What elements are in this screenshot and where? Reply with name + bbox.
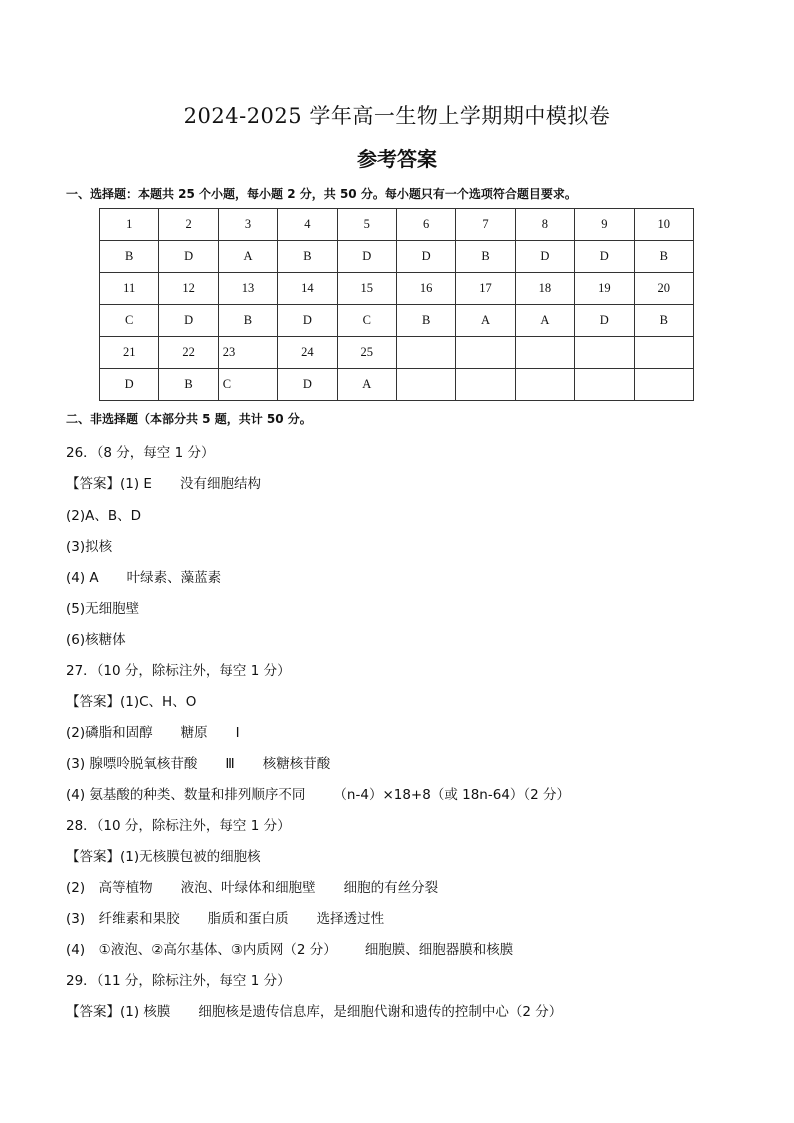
q28-answer-4 (66, 938, 513, 958)
answer-tag: 【答案】 (66, 849, 120, 865)
q27-4-a: (4) 氨基酸的种类、数量和排列顺序不同 (66, 787, 306, 803)
answer-tag: 【答案】 (66, 476, 120, 492)
q29-answer-1 (66, 1000, 562, 1020)
answer-cell: C (337, 305, 396, 337)
answer-cell: D (575, 241, 634, 273)
question-number-cell: 25 (337, 337, 396, 369)
question-number-cell: 9 (575, 209, 634, 241)
answer-cell: B (456, 241, 515, 273)
answer-cell: D (100, 369, 159, 401)
answer-cell: D (278, 369, 337, 401)
question-number-cell (396, 337, 455, 369)
q29-1-b: 细胞核是遗传信息库，是细胞代谢和遗传的控制中心（2 分） (198, 1004, 563, 1020)
answer-cell: D (278, 305, 337, 337)
q27-answer-2 (66, 721, 240, 741)
q26-answer-6: (6)核糖体 (66, 632, 126, 648)
q26-answer-4 (66, 566, 221, 586)
q27-answer-1 (66, 690, 196, 710)
question-number-cell (634, 337, 693, 369)
question-number-cell: 24 (278, 337, 337, 369)
q26-4-b: 叶绿素、藻蓝素 (126, 570, 222, 586)
q28-answer-3 (66, 907, 384, 927)
answer-cell (634, 369, 693, 401)
answer-cell: A (456, 305, 515, 337)
question-number-cell: 3 (218, 209, 277, 241)
answer-cell: D (396, 241, 455, 273)
section-choice-heading: 一、选择题：本题共 25 个小题，每小题 2 分，共 50 分。每小题只有一个选项符合题目要求。 (66, 187, 577, 201)
table-row (100, 273, 694, 305)
question-number-cell: 22 (159, 337, 218, 369)
question-number-cell: 19 (575, 273, 634, 305)
table-row (100, 209, 694, 241)
q26-answer-5: (5)无细胞壁 (66, 601, 140, 617)
question-number-cell: 23 (218, 337, 277, 369)
question-number-cell: 21 (100, 337, 159, 369)
question-number-cell: 6 (396, 209, 455, 241)
q26-1-b: 没有细胞结构 (179, 476, 261, 492)
question-number-cell: 2 (159, 209, 218, 241)
q28-1: (1)无核膜包被的细胞核 (120, 849, 261, 865)
answer-cell: B (634, 241, 693, 273)
question-number-cell: 16 (396, 273, 455, 305)
q27-answer-4 (66, 783, 570, 803)
question-number-cell (456, 337, 515, 369)
answer-cell: A (337, 369, 396, 401)
q27-header: 27．（10 分，除标注外，每空 1 分） (66, 663, 291, 679)
question-number-cell: 11 (100, 273, 159, 305)
question-number-cell: 15 (337, 273, 396, 305)
section-nonchoice-heading: 二、非选择题（本部分共 5 题，共计 50 分。 (66, 412, 312, 426)
q28-4-a: (4) ①液泡、②高尔基体、③内质网（2 分） (66, 942, 337, 958)
answer-cell: D (159, 241, 218, 273)
q28-2-a: (2) 高等植物 (66, 880, 153, 896)
answer-cell: B (159, 369, 218, 401)
q29-header: 29．（11 分，除标注外，每空 1 分） (66, 973, 291, 989)
question-number-cell: 4 (278, 209, 337, 241)
question-number-cell: 20 (634, 273, 693, 305)
answer-cell (515, 369, 574, 401)
q28-2-c: 细胞的有丝分裂 (343, 880, 439, 896)
question-number-cell (575, 337, 634, 369)
question-number-cell: 13 (218, 273, 277, 305)
page-title: 2024-2025 学年高一生物上学期期中模拟卷 (183, 104, 611, 128)
q26-answer-2: (2)A、B、D (66, 508, 142, 524)
answer-cell (456, 369, 515, 401)
q28-answer-2 (66, 876, 438, 896)
q27-2-b: 糖原 (180, 725, 208, 741)
q27-3-c: 核糖核苷酸 (262, 756, 331, 772)
answer-cell: B (218, 305, 277, 337)
question-number-cell: 8 (515, 209, 574, 241)
question-number-cell: 7 (456, 209, 515, 241)
answer-cell: A (218, 241, 277, 273)
q27-2-a: (2)磷脂和固醇 (66, 725, 153, 741)
q28-3-c: 选择透过性 (316, 911, 385, 927)
q28-4-b: 细胞膜、细胞器膜和核膜 (364, 942, 514, 958)
page-subtitle: 参考答案 (357, 147, 437, 171)
q26-header: 26．（8 分，每空 1 分） (66, 445, 215, 461)
q27-3-a: (3) 腺嘌呤脱氧核苷酸 (66, 756, 198, 772)
question-number-cell: 12 (159, 273, 218, 305)
question-number-cell: 1 (100, 209, 159, 241)
q27-1: (1)C、H、O (120, 694, 197, 710)
question-number-cell: 18 (515, 273, 574, 305)
answer-cell: D (159, 305, 218, 337)
q28-3-a: (3) 纤维素和果胶 (66, 911, 180, 927)
answer-cell: B (278, 241, 337, 273)
question-number-cell: 14 (278, 273, 337, 305)
answer-cell: B (100, 241, 159, 273)
answer-tag: 【答案】 (66, 694, 120, 710)
q27-answer-3 (66, 752, 330, 772)
answer-cell: C (100, 305, 159, 337)
q28-answer-1 (66, 845, 261, 865)
q26-answer-1 (66, 472, 261, 492)
table-row (100, 369, 694, 401)
question-number-cell: 5 (337, 209, 396, 241)
question-number-cell: 17 (456, 273, 515, 305)
answer-tag: 【答案】 (66, 1004, 120, 1020)
answer-cell: D (337, 241, 396, 273)
answer-cell: B (396, 305, 455, 337)
answer-cell: D (515, 241, 574, 273)
question-number-cell (515, 337, 574, 369)
table-row (100, 241, 694, 273)
q28-3-b: 脂质和蛋白质 (207, 911, 289, 927)
answer-cell: A (515, 305, 574, 337)
table-row (100, 337, 694, 369)
q27-2-c: I (235, 725, 240, 741)
q26-4-a: (4) A (66, 570, 99, 586)
q28-2-b: 液泡、叶绿体和细胞壁 (180, 880, 316, 896)
q27-3-b: Ⅲ (225, 756, 235, 772)
q26-answer-3: (3)拟核 (66, 539, 113, 555)
answer-cell: D (575, 305, 634, 337)
answer-table (99, 208, 694, 401)
answer-cell (575, 369, 634, 401)
q28-header: 28．（10 分，除标注外，每空 1 分） (66, 818, 291, 834)
q29-1-a: (1) 核膜 (120, 1004, 171, 1020)
question-number-cell: 10 (634, 209, 693, 241)
answer-cell: C (218, 369, 277, 401)
table-row (100, 305, 694, 337)
answer-cell: B (634, 305, 693, 337)
q26-1-a: (1) E (120, 476, 152, 492)
q27-4-b: （n-4）×18+8（或 18n-64）（2 分） (333, 787, 571, 803)
answer-cell (396, 369, 455, 401)
